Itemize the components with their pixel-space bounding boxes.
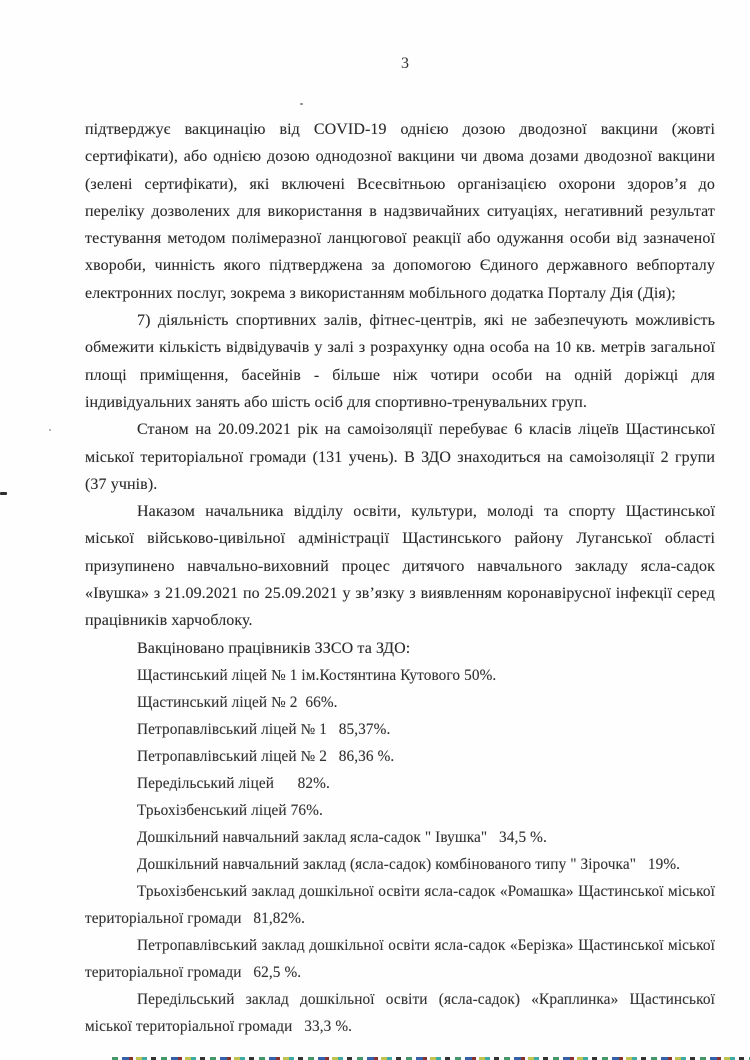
paragraph-vaccination-list-heading: Вакціновано працівників ЗЗСО та ЗДО: xyxy=(137,639,411,657)
list-item: Трьохізбенський ліцей 76%. xyxy=(137,801,323,819)
list-item: Петропавлівський заклад дошкільної освіти ясла-садок «Берізка» Щастинської міської територіальної громади 62,5 %. xyxy=(85,936,719,981)
list-item: Петропавлівський ліцей № 1 85,37%. xyxy=(137,720,391,738)
list-item: Передільський ліцей 82%. xyxy=(137,774,330,792)
ink-speck xyxy=(49,429,51,431)
paragraph-kindergarten-suspension-order: Наказом начальника відділу освіти, культури, молоді та спорту Щастинської міської військово-цивільної адміністрації Щастинського району Луганської області призупинено навчально-виховний процес дитячого навчального закладу ясла-садок «Івушка» з 21.09.2021 по 25.09.2021 у зв’язку з виявленням коронавірусної інфекції серед працівників харчоблоку. xyxy=(85,503,715,630)
list-item: Щастинський ліцей № 2 66%. xyxy=(137,693,338,711)
paragraph-vaccination-certificates: підтверджує вакцинацію від COVID-19 однією дозою дводозної вакцини (жовті сертифікати), або однією дозою однодозної вакцини чи двома дозами дводозної вакцини (зелені сертифікати), які включені Всесвітньою організацією охорони здоров’я до переліку дозволених для використання в надзвичайних ситуаціях, негативний результат тестування методом полімеразної ланцюгової реакції або одужання особи від зазначеної хвороби, чинність якого підтверджена за допомогою Єдиного державного вебпорталу електронних послуг, зокрема з використанням мобільного додатка Порталу Дія (Дія); xyxy=(85,121,715,302)
vaccination-list xyxy=(85,662,719,1040)
list-item: Петропавлівський ліцей № 2 86,36 %. xyxy=(137,747,395,765)
list-item: Дошкільний навчальний заклад ясла-садок " Івушка" 34,5 %. xyxy=(137,828,547,846)
ink-speck xyxy=(300,103,303,105)
ink-speck xyxy=(0,492,7,495)
list-item: Передільський заклад дошкільної освіти (ясла-садок) «Краплинка» Щастинської міської територіальної громади 33,3 %. xyxy=(85,990,719,1035)
paragraph-self-isolation-status: Станом на 20.09.2021 рік на самоізоляції перебуває 6 класів ліцеїв Щастинської міської територіальної громади (131 учень). В ЗДО знаходиться на самоізоляції 2 групи (37 учнів). xyxy=(85,421,715,493)
list-item: Щастинський ліцей № 1 ім.Костянтина Кутового 50%. xyxy=(137,666,497,684)
paragraph-item-7-gyms: 7) діяльність спортивних залів, фітнес-центрів, які не забезпечують можливість обмежити кількість відвідувачів у залі з розрахунку одна особа на 10 кв. метрів загальної площі приміщення, басейнів - більше ніж чотири особи на одній доріжці для індивідуальних занять або шість осіб для спортивно-тренувальних груп. xyxy=(85,312,715,411)
list-item: Дошкільний навчальний заклад (ясла-садок) комбінованого типу " Зірочка" 19%. xyxy=(137,855,681,873)
page-number: 3 xyxy=(401,55,409,72)
list-item: Трьохізбенський заклад дошкільної освіти ясла-садок «Ромашка» Щастинської міської територіальної громади 81,82%. xyxy=(85,882,719,927)
document-body xyxy=(85,116,719,1040)
